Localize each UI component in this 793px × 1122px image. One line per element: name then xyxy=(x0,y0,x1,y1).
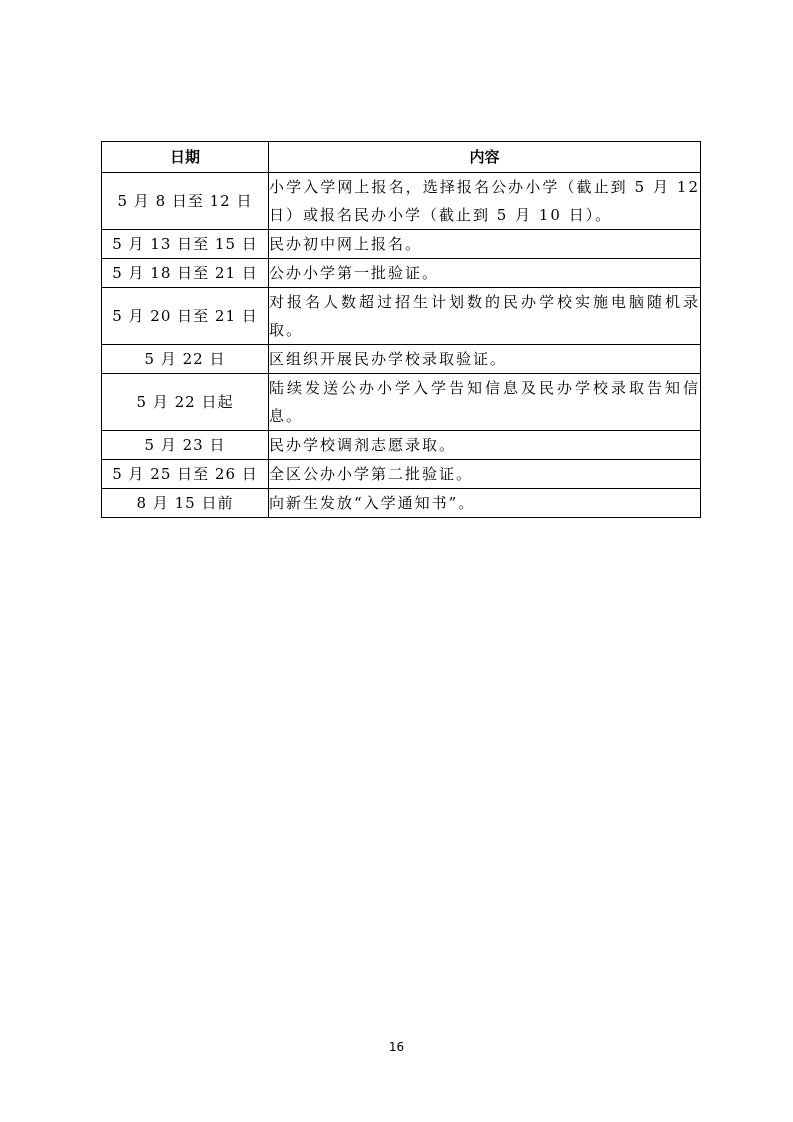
row-content: 民办学校调剂志愿录取。 xyxy=(269,431,701,460)
table-row xyxy=(102,460,701,489)
row-date: 5 月 13 日至 15 日 xyxy=(102,230,269,259)
table-row xyxy=(102,288,701,345)
row-content: 向新生发放“入学通知书”。 xyxy=(269,489,701,518)
admission-schedule-table xyxy=(101,141,701,518)
row-date: 5 月 23 日 xyxy=(102,431,269,460)
header-date: 日期 xyxy=(102,142,269,173)
row-content: 民办初中网上报名。 xyxy=(269,230,701,259)
row-date: 5 月 22 日 xyxy=(102,345,269,374)
row-date: 5 月 25 日至 26 日 xyxy=(102,460,269,489)
row-date: 5 月 22 日起 xyxy=(102,374,269,431)
row-content: 对报名人数超过招生计划数的民办学校实施电脑随机录取。 xyxy=(269,288,701,345)
row-content: 全区公办小学第二批验证。 xyxy=(269,460,701,489)
row-content: 陆续发送公办小学入学告知信息及民办学校录取告知信息。 xyxy=(269,374,701,431)
table-row xyxy=(102,259,701,288)
table-row xyxy=(102,431,701,460)
row-content: 公办小学第一批验证。 xyxy=(269,259,701,288)
row-date: 5 月 8 日至 12 日 xyxy=(102,173,269,230)
page-number: 16 xyxy=(388,1040,405,1054)
row-date: 8 月 15 日前 xyxy=(102,489,269,518)
table-row xyxy=(102,374,701,431)
table-header-row xyxy=(102,142,701,173)
table-row xyxy=(102,489,701,518)
header-content: 内容 xyxy=(269,142,701,173)
row-content: 小学入学网上报名，选择报名公办小学（截止到 5 月 12 日）或报名民办小学（截止到 5 月 10 日）。 xyxy=(269,173,701,230)
table-row xyxy=(102,230,701,259)
row-date: 5 月 20 日至 21 日 xyxy=(102,288,269,345)
row-date: 5 月 18 日至 21 日 xyxy=(102,259,269,288)
table-row xyxy=(102,173,701,230)
row-content: 区组织开展民办学校录取验证。 xyxy=(269,345,701,374)
table-row xyxy=(102,345,701,374)
